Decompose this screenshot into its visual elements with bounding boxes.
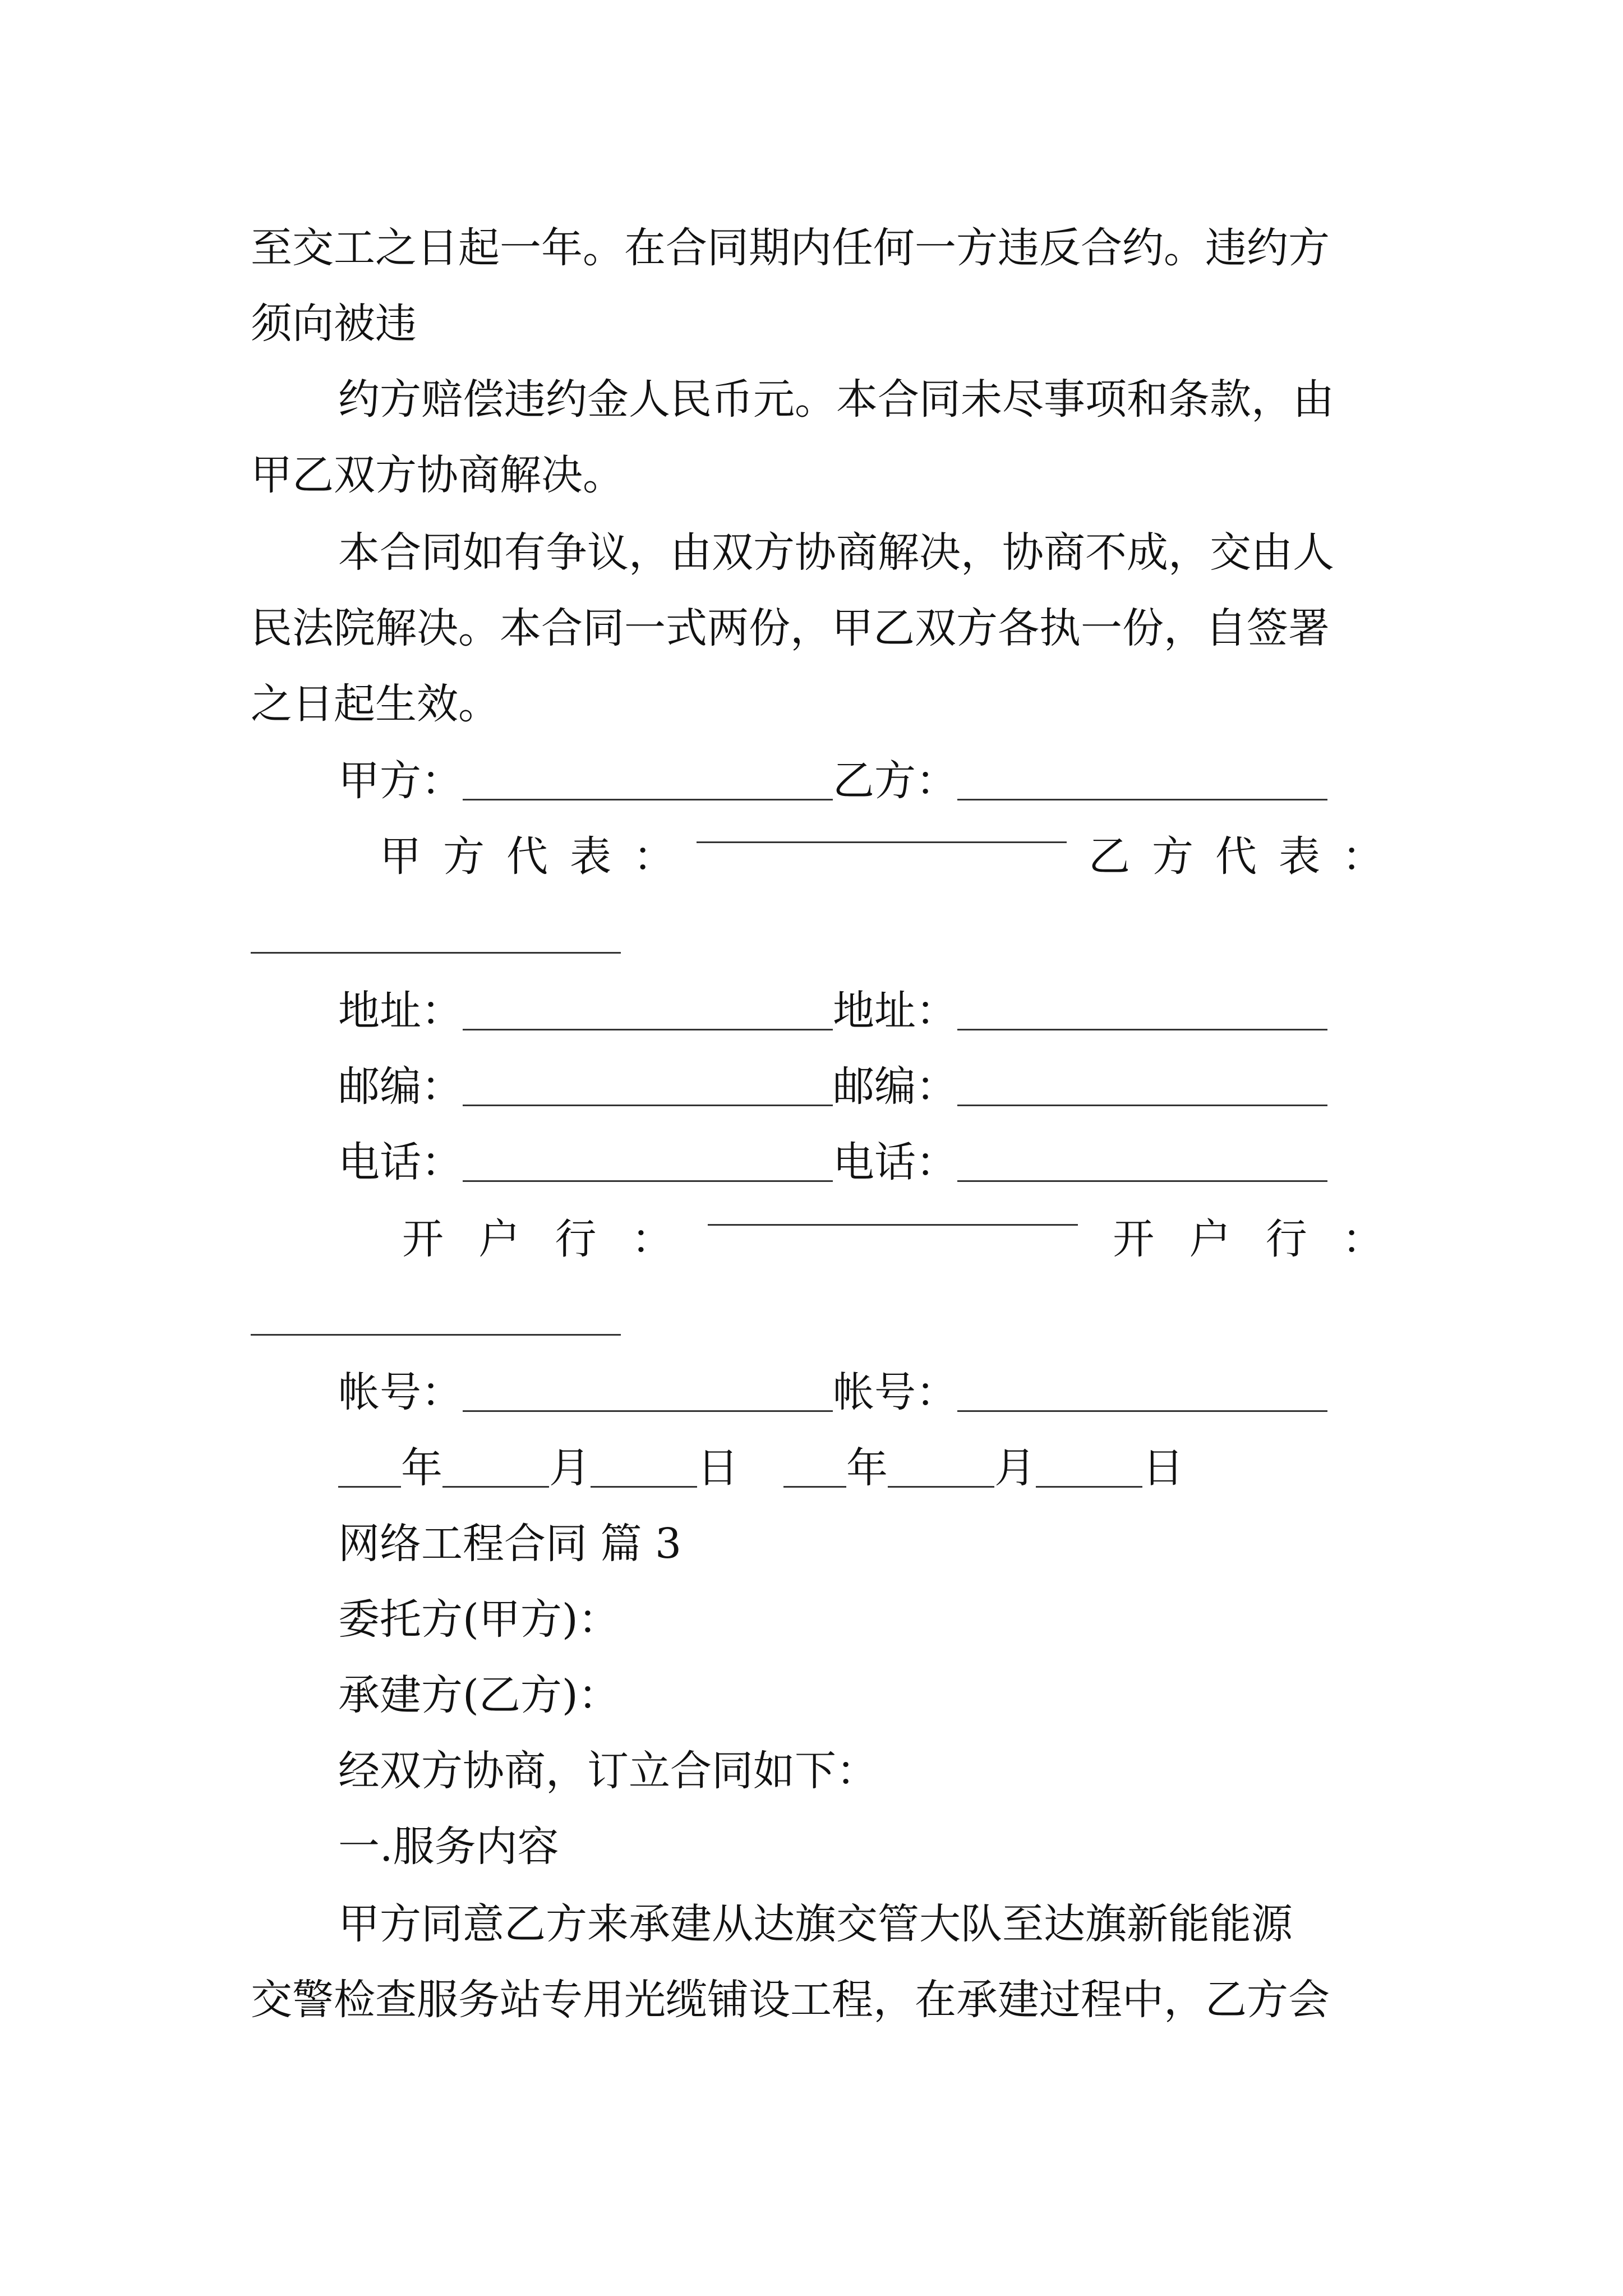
bank-row: [251, 1215, 1384, 1263]
phone-row: [338, 1138, 1471, 1186]
day-a-blank[interactable]: [591, 1486, 697, 1488]
month-label: 月: [994, 1444, 1036, 1492]
party-b-blank[interactable]: [957, 799, 1327, 800]
date-row: [338, 1444, 1471, 1492]
rep-b-char: 表: [1279, 832, 1320, 881]
bank-a-char: 行: [555, 1215, 597, 1263]
year-label: 年: [846, 1444, 888, 1492]
bank-a-char: ：: [631, 1215, 673, 1263]
text-line: 民法院解决。本合同一式两份，甲乙双方各执一份，自签署: [251, 604, 1330, 652]
rep-a-char: ：: [633, 832, 675, 881]
address-a-blank[interactable]: [463, 1029, 833, 1030]
zip-b-blank[interactable]: [957, 1105, 1327, 1106]
month-b-blank[interactable]: [888, 1486, 994, 1488]
bank-a-blank[interactable]: [708, 1224, 1078, 1226]
bank-b-blank[interactable]: [251, 1334, 621, 1336]
zip-b-label: 邮编：: [833, 1062, 957, 1111]
day-label: 日: [1142, 1444, 1184, 1492]
client-line: 委托方(甲方)：: [338, 1595, 620, 1644]
address-b-blank[interactable]: [957, 1029, 1327, 1030]
rep-b-blank[interactable]: [251, 952, 621, 954]
zip-a-blank[interactable]: [463, 1105, 833, 1106]
rep-b-char: 方: [1152, 832, 1193, 881]
phone-a-blank[interactable]: [463, 1180, 833, 1182]
text-line: 至交工之日起一年。在合同期内任何一方违反合约。违约方: [251, 224, 1330, 272]
year-a-blank[interactable]: [338, 1486, 401, 1488]
rep-a-char: 甲: [380, 832, 421, 881]
phone-a-label: 电话：: [338, 1138, 463, 1186]
rep-a-char: 代: [506, 832, 548, 881]
section-title: 网络工程合同 篇 3: [338, 1520, 682, 1568]
account-b-label: 帐号：: [833, 1368, 957, 1416]
text-line: 本合同如有争议，由双方协商解决，协商不成，交由人: [338, 528, 1334, 577]
phone-b-label: 电话：: [833, 1138, 957, 1186]
rep-b-char: 代: [1215, 832, 1257, 881]
rep-a-blank[interactable]: [697, 841, 1067, 843]
zip-a-label: 邮编：: [338, 1062, 463, 1111]
bank-a-char: 户: [478, 1215, 520, 1263]
bank-b-char: 开: [1113, 1215, 1155, 1263]
day-label: 日: [697, 1444, 739, 1492]
address-a-label: 地址：: [338, 987, 463, 1035]
address-row: [338, 987, 1471, 1035]
text-line: 甲乙双方协商解决。: [251, 451, 624, 499]
bank-b-char: 行: [1265, 1215, 1307, 1263]
month-label: 月: [549, 1444, 591, 1492]
bank-a-char: 开: [402, 1215, 444, 1263]
account-a-blank[interactable]: [463, 1410, 833, 1412]
rep-a-char: 表: [570, 832, 611, 881]
representative-row: [251, 832, 1384, 881]
text-line: 约方赔偿违约金人民币元。本合同未尽事项和条款，由: [338, 375, 1334, 424]
text-line: 交警检查服务站专用光缆铺设工程，在承建过程中，乙方会: [251, 1976, 1330, 2024]
party-a-label: 甲方：: [338, 757, 463, 805]
agreement-line: 经双方协商，订立合同如下：: [338, 1747, 878, 1795]
party-row: [338, 757, 1471, 805]
text-line: 甲方同意乙方来承建从达旗交管大队至达旗新能能源: [338, 1900, 1293, 1948]
account-row: [338, 1368, 1471, 1416]
contractor-line: 承建方(乙方)：: [338, 1671, 620, 1719]
zip-row: [338, 1062, 1471, 1111]
account-a-label: 帐号：: [338, 1368, 463, 1416]
address-b-label: 地址：: [833, 987, 957, 1035]
rep-b-char: 乙: [1089, 832, 1130, 881]
party-a-blank[interactable]: [463, 799, 833, 800]
day-b-blank[interactable]: [1036, 1486, 1142, 1488]
phone-b-blank[interactable]: [957, 1180, 1327, 1182]
text-line: 须向被违: [251, 300, 417, 348]
bank-b-char: ：: [1342, 1215, 1384, 1263]
text-line: 之日起生效。: [251, 680, 500, 728]
month-a-blank[interactable]: [442, 1486, 549, 1488]
account-b-blank[interactable]: [957, 1410, 1327, 1412]
rep-a-char: 方: [443, 832, 485, 881]
item-heading: 一.服务内容: [338, 1823, 559, 1871]
rep-b-char: ：: [1342, 832, 1384, 881]
party-b-label: 乙方：: [833, 757, 957, 805]
year-b-blank[interactable]: [783, 1486, 846, 1488]
bank-b-char: 户: [1189, 1215, 1231, 1263]
year-label: 年: [401, 1444, 442, 1492]
